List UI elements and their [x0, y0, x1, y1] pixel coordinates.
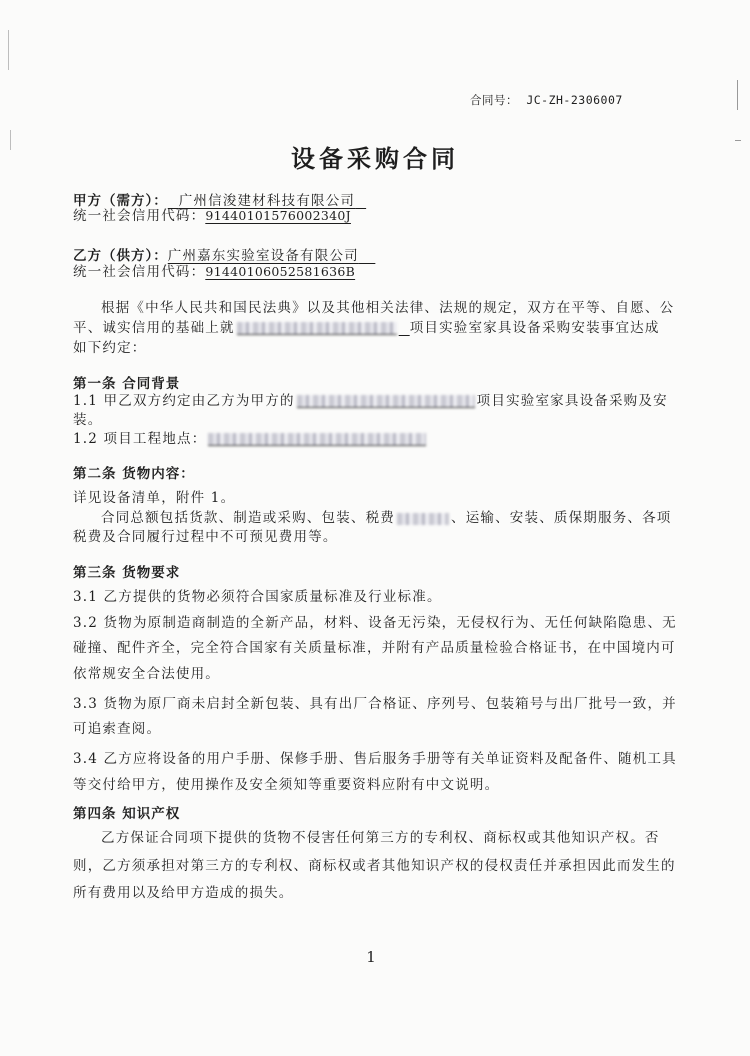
article-1-1-line: 1.1 甲乙双方约定由乙方为甲方的 项目实验室家具设备采购及安 — [73, 393, 668, 409]
party-b-credit-label: 统一社会信用代码： — [73, 264, 206, 280]
party-a-name: 广州信浚建材科技有限公司 — [178, 193, 356, 209]
contract-number-label: 合同号： — [470, 93, 518, 107]
redacted-project-name — [297, 395, 475, 408]
intro-line-2: 平、诚实信用的基础上就 项目实验室家具设备采购安装事宜达成 — [73, 320, 660, 336]
party-a-credit — [73, 206, 362, 226]
article-1-1-cont: 装。 — [73, 412, 103, 428]
article-4-line: 则，乙方须承担对第三方的专利权、商标权或者其他知识产权的侵权责任并承担因此而发生的 — [73, 858, 676, 874]
article-3-line: 可追索查阅。 — [73, 721, 162, 737]
party-a-credit-code: 91440101576002340J — [205, 208, 351, 223]
contract-number-value: JC-ZH-2306007 — [526, 93, 623, 107]
article-1-2-line: 1.2 项目工程地点： — [73, 429, 428, 449]
party-b-credit — [73, 262, 366, 282]
redacted-project-name — [237, 322, 397, 335]
article-2-line-3: 税费及合同履行过程中不可预见费用等。 — [73, 529, 338, 545]
party-b-label: 乙方（供方）： — [73, 248, 168, 264]
party-a-credit-label: 统一社会信用代码： — [73, 208, 206, 224]
page-title: 设备采购合同 — [291, 145, 459, 173]
article-3-heading: 第三条 货物要求 — [73, 565, 181, 581]
redacted-address — [208, 433, 426, 446]
page-number: 1 — [366, 948, 376, 966]
intro-line-3: 如下约定： — [73, 340, 147, 356]
article-4-line: 乙方保证合同项下提供的货物不侵害任何第三方的专利权、商标权或其他知识产权。否 — [101, 830, 660, 846]
article-1-heading: 第一条 合同背景 — [73, 376, 181, 392]
party-a-label: 甲方（需方）： — [73, 193, 168, 209]
article-3-line: 依常规安全合法使用。 — [73, 666, 220, 682]
article-2-line-2: 合同总额包括货款、制造或采购、包装、税费 、运输、安装、质保期服务、各项 — [101, 510, 672, 526]
article-4-heading: 第四条 知识产权 — [73, 806, 181, 822]
intro-line-1: 根据《中华人民共和国民法典》以及其他相关法律、法规的规定，双方在平等、自愿、公 — [101, 300, 675, 316]
scan-edge-mark — [8, 30, 9, 70]
contract-number — [470, 92, 623, 108]
article-3-line: 3.3 货物为原厂商未启封全新包装、具有出厂合格证、序列号、包装箱号与出厂批号一致，并 — [73, 696, 677, 712]
party-b-credit-code: 91440106052581636B — [205, 264, 356, 279]
party-b-name: 广州嘉东实验室设备有限公司 — [167, 248, 359, 264]
article-2-line-1: 详见设备清单，附件 1。 — [73, 490, 236, 506]
article-3-line: 3.4 乙方应将设备的用户手册、保修手册、售后服务手册等有关单证资料及配备件、随机工具 — [73, 751, 677, 767]
article-4-line: 所有费用以及给甲方造成的损失。 — [73, 885, 294, 901]
article-3-line: 3.1 乙方提供的货物必须符合国家质量标准及行业标准。 — [73, 589, 442, 605]
article-2-heading: 第二条 货物内容： — [73, 466, 195, 482]
article-3-line: 等交付给甲方，使用操作及安全须知等重要资料应附有中文说明。 — [73, 777, 500, 793]
scan-edge-mark — [737, 80, 738, 110]
article-3-line: 碰撞、配件齐全，完全符合国家有关质量标准，并附有产品质量检验合格证书，在中国境内可 — [73, 640, 676, 656]
redacted-tax-rate — [397, 513, 449, 525]
article-3-line: 3.2 货物为原制造商制造的全新产品，材料、设备无污染，无侵权行为、无任何缺陷隐患、无 — [73, 615, 677, 631]
